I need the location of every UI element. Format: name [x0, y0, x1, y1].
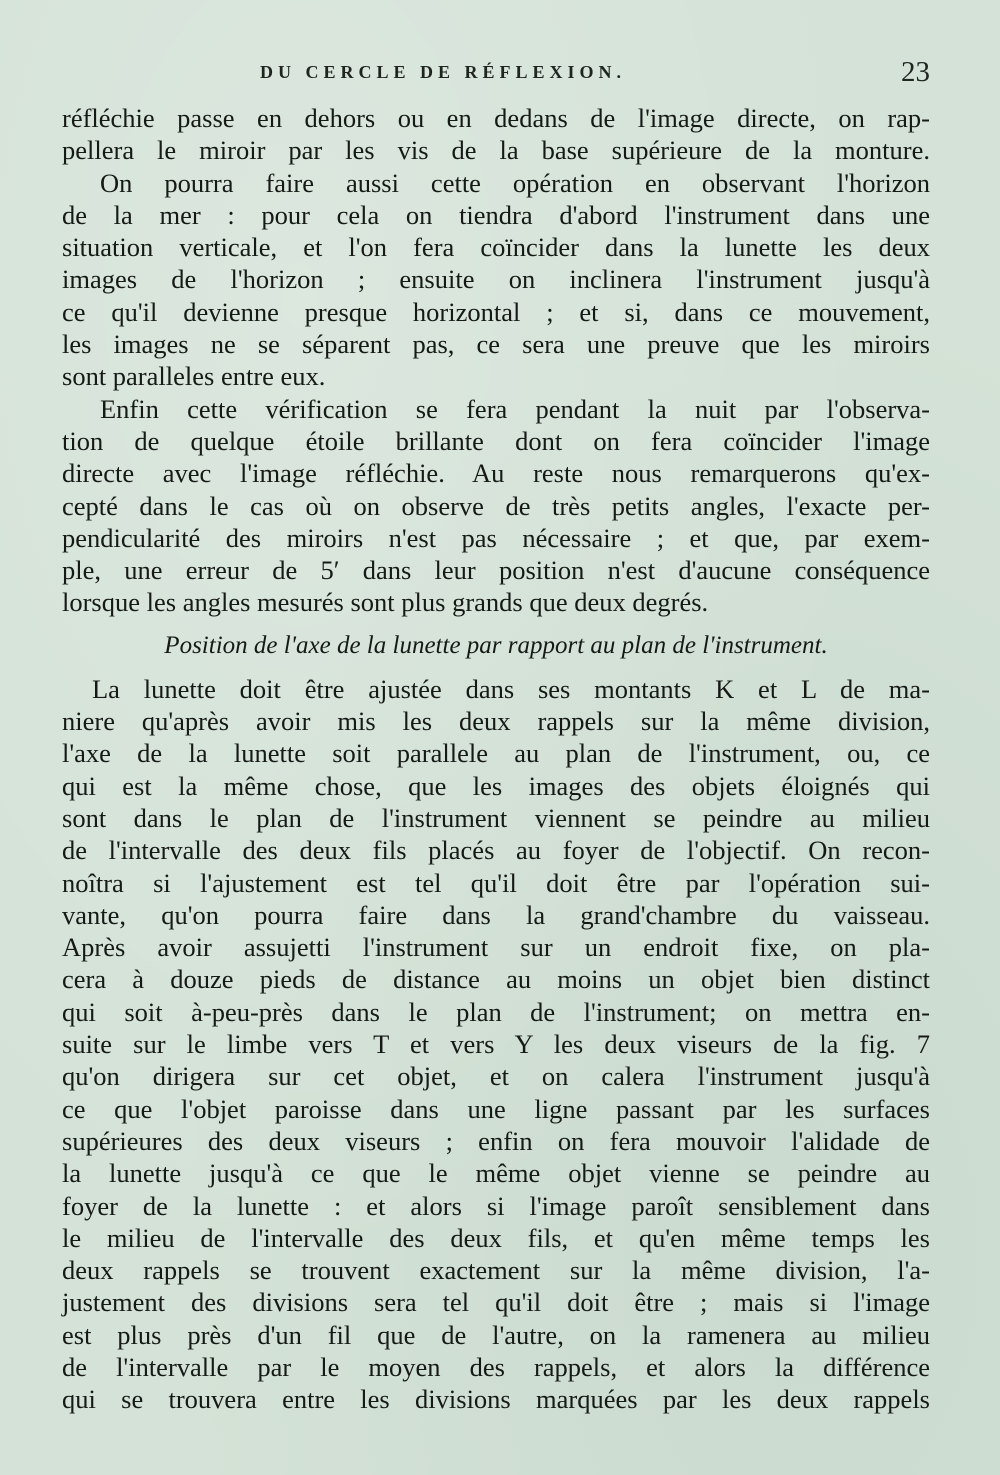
text-line: niere qu'après avoir mis les deux rappels sur la même division, [62, 706, 930, 737]
body-text [62, 102, 930, 1416]
text-line: ce que l'objet paroisse dans une ligne passant par les surfaces [62, 1093, 930, 1124]
text-line: Après avoir assujetti l'instrument sur un endroit fixe, on pla- [62, 932, 930, 963]
text-line: est plus près d'un fil que de l'autre, on la ramenera au milieu [62, 1319, 930, 1350]
text-line: de l'intervalle des deux fils placés au foyer de l'objectif. On recon- [62, 835, 930, 866]
text-line: pellera le miroir par les vis de la base supérieure de la monture. [62, 135, 930, 166]
text-line: noîtra si l'ajustement est tel qu'il doit être par l'opération sui- [62, 867, 930, 898]
text-line: vante, qu'on pourra faire dans la grand'chambre du vaisseau. [62, 899, 930, 930]
text-line: l'axe de la lunette soit parallele au plan de l'instrument, ou, ce [62, 738, 930, 769]
text-line: qui soit à-peu-près dans le plan de l'instrument; on mettra en- [62, 996, 930, 1027]
text-line: sont paralleles entre eux. [62, 361, 326, 392]
text-line: cepté dans le cas où on observe de très petits angles, l'exacte per- [62, 490, 930, 521]
text-line: sont dans le plan de l'instrument viennent se peindre au milieu [62, 802, 930, 833]
text-line: On pourra faire aussi cette opération en observant l'horizon [100, 167, 930, 198]
text-line: directe avec l'image réfléchie. Au reste nous remarquerons qu'ex- [62, 458, 930, 489]
text-line: lorsque les angles mesurés sont plus grands que deux degrés. [62, 587, 709, 618]
text-line: qu'on dirigera sur cet objet, et on calera l'instrument jusqu'à [62, 1061, 930, 1092]
text-line: tion de quelque étoile brillante dont on fera coïncider l'image [62, 425, 930, 456]
page-header [62, 56, 930, 92]
text-line: images de l'horizon ; ensuite on inclinera l'instrument jusqu'à [62, 264, 930, 295]
text-line: justement des divisions sera tel qu'il doit être ; mais si l'image [62, 1287, 930, 1318]
text-line: Enfin cette vérification se fera pendant la nuit par l'observa- [100, 393, 930, 424]
text-line: La lunette doit être ajustée dans ses montants K et L de ma- [92, 673, 930, 704]
text-line: foyer de la lunette : et alors si l'image paroît sensiblement dans [62, 1190, 930, 1221]
text-line: supérieures des deux viseurs ; enfin on fera mouvoir l'alidade de [62, 1125, 930, 1156]
text-line: la lunette jusqu'à ce que le même objet vienne se peindre au [62, 1158, 930, 1189]
section-heading: Position de l'axe de la lunette par rapport au plan de l'instrument. [164, 631, 828, 659]
text-line: ce qu'il devienne presque horizontal ; et si, dans ce mouvement, [62, 296, 930, 327]
text-line: cera à douze pieds de distance au moins un objet bien distinct [62, 964, 930, 995]
text-line: qui est la même chose, que les images des objets éloignés qui [62, 770, 930, 801]
text-line: deux rappels se trouvent exactement sur la même division, l'a- [62, 1255, 930, 1286]
text-line: de la mer : pour cela on tiendra d'abord l'instrument dans une [62, 199, 930, 230]
text-line: ple, une erreur de 5′ dans leur position n'est d'aucune conséquence [62, 555, 930, 586]
page-number: 23 [901, 56, 930, 88]
text-line: pendicularité des miroirs n'est pas nécessaire ; et que, par exem- [62, 522, 930, 553]
text-line: les images ne se séparent pas, ce sera une preuve que les miroirs [62, 329, 930, 360]
text-line: réfléchie passe en dehors ou en dedans de l'image directe, on rap- [62, 103, 930, 133]
text-line: qui se trouvera entre les divisions marquées par les deux rappels [62, 1384, 930, 1415]
text-line: de l'intervalle par le moyen des rappels, et alors la différence [62, 1351, 930, 1382]
text-line: suite sur le limbe vers T et vers Y les deux viseurs de la fig. 7 [62, 1029, 930, 1060]
text-line: situation verticale, et l'on fera coïncider dans la lunette les deux [62, 232, 930, 263]
text-line: le milieu de l'intervalle des deux fils, et qu'en même temps les [62, 1222, 930, 1253]
running-title: DU CERCLE DE RÉFLEXION. [260, 62, 627, 82]
